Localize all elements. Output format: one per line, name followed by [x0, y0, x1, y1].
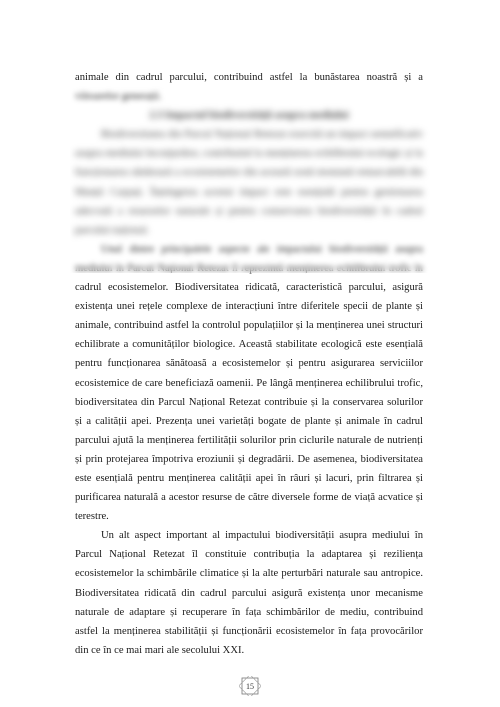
intro-paragraph-tail: animale din cadrul parcului, contribuind astfel la bunăstarea noastră și a viitoarelor generații.: [75, 72, 423, 103]
page-number-badge: [239, 676, 261, 696]
section-heading: 2.3 Impactul biodiversității asupra mediului: [149, 110, 349, 122]
page-number: 15: [246, 681, 254, 691]
paragraph-1: Biodiversitatea din Parcul Național Retezat exercită un impact semnificativ asupra mediului înconjurător, contribuind la menținerea echilibrului ecologic și la funcționarea sănătoasă a ecosistemelor din această zonă montană remarcabilă din Munții Carpați. Înțelegerea acestui impact este esențială pentru gestionarea adecvată a resurselor naturale și pentru conservarea biodiversității în cadrul parcului național.: [75, 129, 423, 236]
page-footer: [0, 674, 500, 698]
paragraph-2: Unul dintre principalele aspecte ale impactului biodiversității asupra mediului în Parcul Național Retezat îl reprezintă menținerea echilibrului trofic în cadrul ecosistemelor. Biodiversitatea ridicată, caracteristică parcului, asigură existența unei rețele complexe de interacțiuni între diferitele specii de plante și animale, contribuind astfel la controlul populațiilor și la menținerea unei structuri echilibrate a comunităților biologice. Această stabilitate ecologică este esențială pentru funcționarea sănătoasă a ecosistemelor și pentru asigurarea serviciilor ecosistemice de care beneficiază oamenii. Pe lângă menținerea echilibrului trofic, biodiversitatea din Parcul Național Retezat contribuie și la conservarea solurilor și a calității apei. Prezența unei varietăți bogate de plante și animale în cadrul parcului ajută la menținerea fertilității solurilor prin ciclurile naturale de nutrienți și prin protejarea împotriva eroziunii și degradării. De asemenea, biodiversitatea este esențială pentru menținerea calității apei în râuri și lacuri, prin filtrarea și purificarea naturală a acestor resurse de către diversele forme de viață acvatice și terestre.: [75, 243, 423, 523]
page-body: [75, 68, 423, 660]
paragraph-3: Un alt aspect important al impactului biodiversității asupra mediului în Parcul Național Retezat îl constituie contribuția la adaptarea și reziliența ecosistemelor la schimbările climatice și la alte perturbări naturale sau antropice. Biodiversitatea ridicată din cadrul parcului asigură existența unor mecanisme naturale de adaptare și recuperare în fața schimbărilor de mediu, contribuind astfel la menținerea stabilității și funcționării ecosistemelor în fața provocărilor din ce în ce mai mari ale secolului XXI.: [75, 530, 423, 656]
